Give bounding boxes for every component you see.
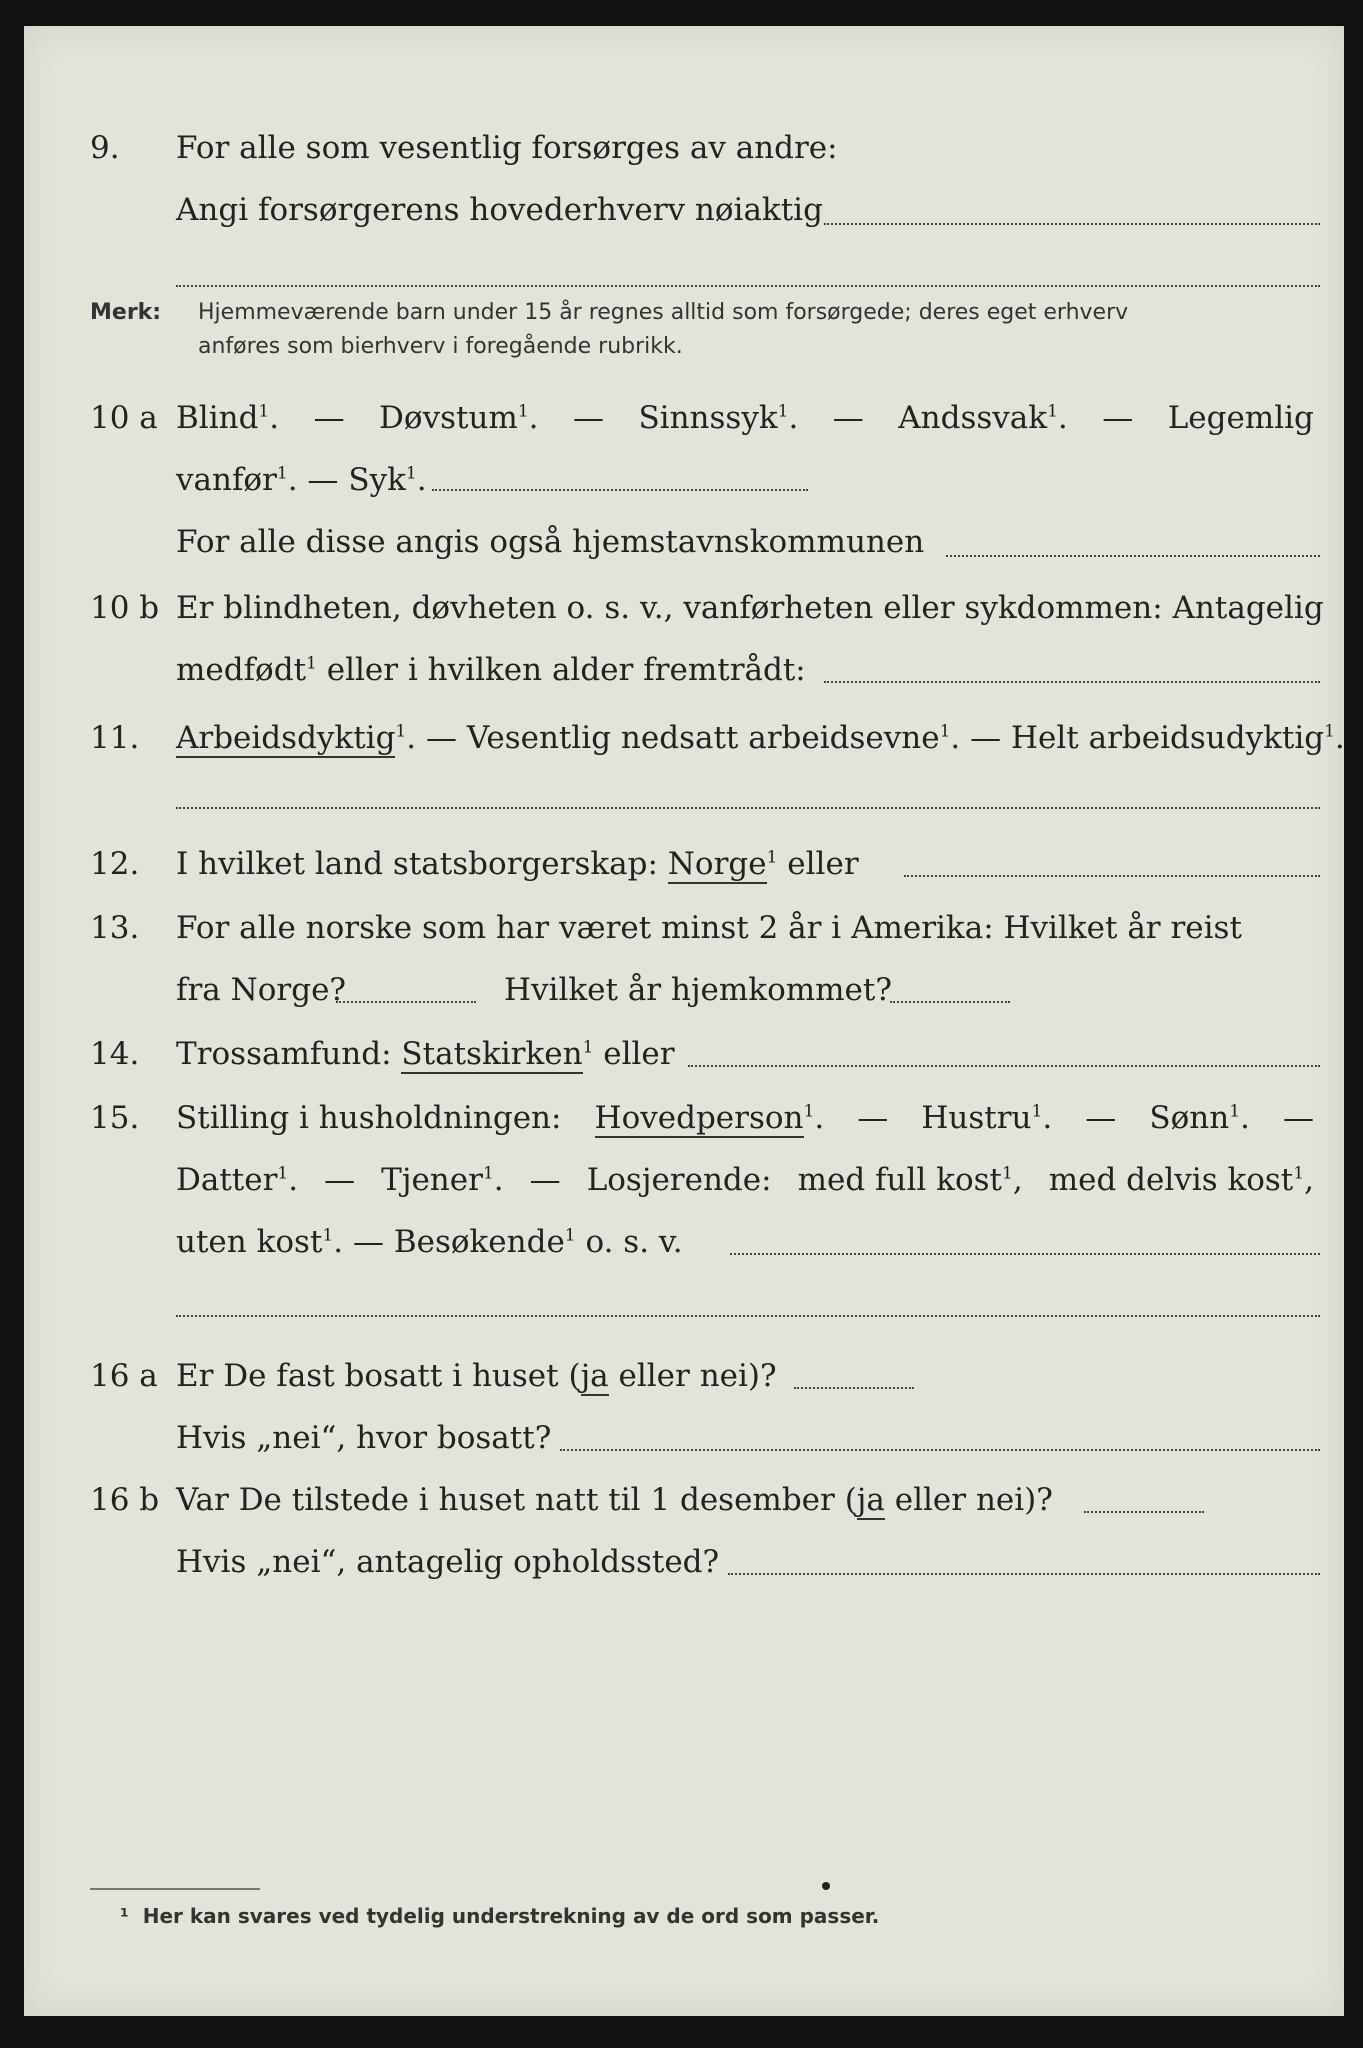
q12-norge[interactable]: Norge <box>667 846 767 882</box>
q16b-number: 16 b <box>90 1482 160 1518</box>
q13-reist: fra Norge? <box>176 972 347 1008</box>
q13-number: 13. <box>90 910 140 946</box>
q14-statskirken[interactable]: Statskirken <box>401 1036 583 1072</box>
q10a-vanfor[interactable]: vanfør <box>176 462 277 498</box>
q15-full-kost[interactable]: med full kost <box>797 1162 1002 1198</box>
q15-osv: o. s. v. <box>585 1224 683 1260</box>
q9-text-2: Angi forsørgerens hovederhverv nøiaktig <box>176 192 823 228</box>
q16a-text-end: eller nei)? <box>608 1358 777 1394</box>
merk-line-1: Hjemmeværende barn under 15 år regnes alltid som forsørgede; deres eget erhverv <box>198 300 1129 325</box>
merk-label: Merk: <box>90 300 162 325</box>
q12-eller: eller <box>787 846 859 882</box>
q15-number: 15. <box>90 1100 140 1136</box>
q15-besokende[interactable]: Besøkende <box>393 1224 565 1260</box>
q11-udyktig[interactable]: Helt arbeidsudyktig <box>1010 720 1325 756</box>
census-form-page: 9. For alle som vesentlig forsørges av andre: Angi forsørgerens hovederhverv nøiaktig Merk: Hjemmeværende barn under 15 år regnes alltid som forsørgede; deres eget erhverv anføres som bierhverv i foregående rubrikk. 10 a Blind$^1$. — Døvstum$^1$. — Sinnssyk$^1$. — Andssvak$^1$. — Legemlig vanfør$^1$. — Syk$^1$. For alle disse angis også hjemstavnskommunen 10 b Er blindheten, døvheten o. s. v., vanførheten eller sykdommen: Antagelig medfødt$^1$ eller i hvilken alder fremtrådt: 11. Arbeidsdyktig$^1$. — Vesentlig nedsatt arbeidsevne$^1$. — Helt arbeidsudyktig$^1$. 12. I hvilket land statsborgerskap: Norge$^1$ eller 13. For alle norske som har været minst 2 år i Amerika: Hvilket år reist fra Norge? Hvilket år hjemkommet? 14. Trossamfund: Statskirken$^1$ eller 15. Stilling i husholdningen: Hovedperson$^1$. — Hustru$^1$. — Sønn$^1$. — Datter$^1$. — Tjener$^1$. — Losjerende: med full kost$^1$, med delvis kost$^1$, uten kost$^1$. — Besøkende$^1$ o. s. v. 16 a Er De fast bosatt i huset (ja eller nei)? Hvis „nei“, hvor bosatt? 16 b Var De tilstede i huset natt til 1 desember (ja eller nei)? Hvis „nei“, antagelig opholdssted? ¹ Her kan svares ved tydelig understrekning av de ord som passer. <box>24 26 1344 2016</box>
q15-hovedperson[interactable]: Hovedperson <box>594 1100 804 1136</box>
q14-label: Trossamfund: <box>176 1036 392 1072</box>
q15-delvis-kost[interactable]: med delvis kost <box>1048 1162 1294 1198</box>
merk-line-2: anføres som bierhverv i foregående rubrikk. <box>198 334 683 359</box>
q14-number: 14. <box>90 1036 140 1072</box>
q16a-bosatt: Hvis „nei“, hvor bosatt? <box>176 1420 552 1456</box>
q15-datter[interactable]: Datter <box>176 1162 278 1198</box>
q9-answer-line-2[interactable] <box>176 284 1320 287</box>
q13-reist-line[interactable] <box>336 1000 476 1003</box>
q16b-ja[interactable]: ja <box>856 1482 885 1518</box>
q16b-text: Var De tilstede i huset natt til 1 desember ( <box>176 1482 857 1518</box>
q14-eller: eller <box>603 1036 675 1072</box>
q16b-opholdssted-line[interactable] <box>728 1572 1320 1575</box>
q15-label: Stilling i husholdningen: <box>176 1100 562 1136</box>
q16a-text: Er De fast bosatt i huset ( <box>176 1358 581 1394</box>
q9-number: 9. <box>90 130 120 166</box>
q11-answer-line[interactable] <box>176 806 1320 809</box>
q11-nedsatt[interactable]: Vesentlig nedsatt arbeidsevne <box>466 720 940 756</box>
q10a-andssvak[interactable]: Andssvak <box>898 400 1048 436</box>
q15-uten-kost[interactable]: uten kost <box>176 1224 323 1260</box>
q15-hustru[interactable]: Hustru <box>921 1100 1032 1136</box>
q10a-dovstum[interactable]: Døvstum <box>379 400 518 436</box>
q9-text-1: For alle som vesentlig forsørges av andre: <box>176 130 838 166</box>
q15-answer-line-2[interactable] <box>176 1314 1320 1317</box>
q10a-number: 10 a <box>90 400 158 436</box>
q10b-medfodt[interactable]: medfødt <box>176 652 307 688</box>
q10b-number: 10 b <box>90 590 160 626</box>
q10a-hjemstavn-line[interactable] <box>946 554 1320 557</box>
q10a-syk[interactable]: Syk <box>348 462 406 498</box>
q10b-text-1: Er blindheten, døvheten o. s. v., vanførheten eller sykdommen: Antagelig <box>176 590 1324 626</box>
footnote-text: Her kan svares ved tydelig understrekning av de ord som passer. <box>142 1904 880 1928</box>
q10a-syk-line[interactable] <box>432 488 808 491</box>
footnote-mark: ¹ <box>120 1904 129 1928</box>
q15-answer-line[interactable] <box>730 1252 1320 1255</box>
q10a-legemlig[interactable]: Legemlig <box>1167 400 1314 436</box>
q10b-answer-line[interactable] <box>824 680 1320 683</box>
q10a-sinnssyk[interactable]: Sinnssyk <box>638 400 778 436</box>
q16a-number: 16 a <box>90 1358 158 1394</box>
q15-sonn[interactable]: Sønn <box>1149 1100 1230 1136</box>
q16b-text-end: eller nei)? <box>884 1482 1053 1518</box>
q10a-hjemstavn: For alle disse angis også hjemstavnskommunen <box>176 524 925 560</box>
footnote-rule <box>90 1888 260 1890</box>
ink-dot <box>822 1882 830 1890</box>
q10a-blind[interactable]: Blind <box>176 400 259 436</box>
q12-answer-line[interactable] <box>904 874 1320 877</box>
q12-number: 12. <box>90 846 140 882</box>
q15-tjener[interactable]: Tjener <box>381 1162 483 1198</box>
q11-arbeidsdyktig[interactable]: Arbeidsdyktig <box>176 720 396 756</box>
q16a-ja[interactable]: ja <box>580 1358 609 1394</box>
q10b-alder: eller i hvilken alder fremtrådt: <box>326 652 806 688</box>
q13-text-1: For alle norske som har været minst 2 år i Amerika: Hvilket år reist <box>176 910 1242 946</box>
q16b-answer-line[interactable] <box>1084 1510 1204 1513</box>
q14-answer-line[interactable] <box>688 1064 1320 1067</box>
q11-number: 11. <box>90 720 140 756</box>
q16a-answer-line[interactable] <box>794 1386 914 1389</box>
q16a-bosatt-line[interactable] <box>560 1448 1320 1451</box>
footnote <box>120 1904 879 1928</box>
q15-losjerende: Losjerende: <box>586 1162 772 1198</box>
q9-answer-line[interactable] <box>824 222 1320 225</box>
q13-hjemkommet-line[interactable] <box>890 1000 1010 1003</box>
q16b-opholdssted: Hvis „nei“, antagelig opholdssted? <box>176 1544 720 1580</box>
q12-label: I hvilket land statsborgerskap: <box>176 846 658 882</box>
q13-hjemkommet: Hvilket år hjemkommet? <box>504 972 892 1008</box>
